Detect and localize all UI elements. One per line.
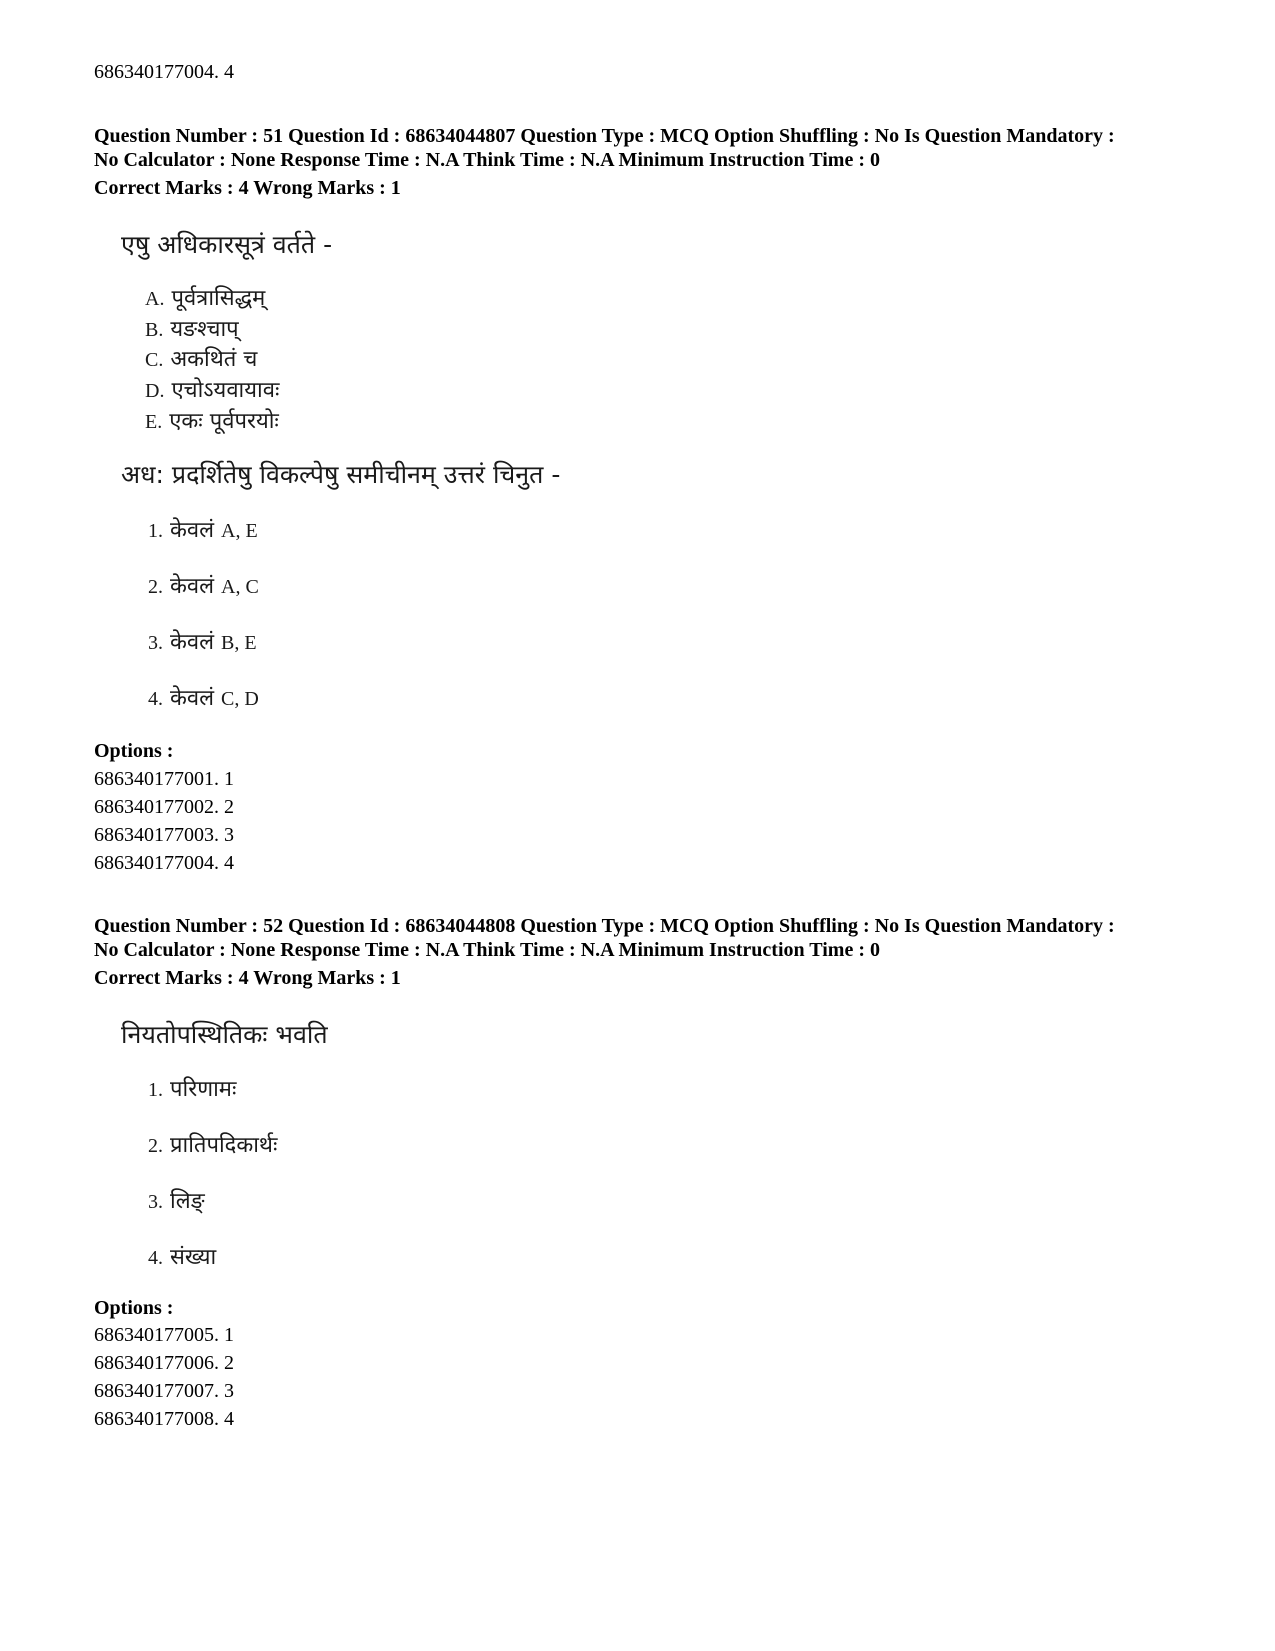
q51-item-d [145,377,279,405]
choice-text: परिणामः [170,1077,237,1102]
q51-choice-2 [148,573,259,601]
item-marker: A. [145,288,165,310]
q51-option-3: 686340177003. 3 [94,824,234,846]
carryover-option-line: 686340177004. 4 [94,61,234,83]
choice-marker: 1. [148,1079,163,1101]
q51-item-e [145,408,279,436]
q52-choice-4 [148,1244,216,1272]
q52-header-line1: Question Number : 52 Question Id : 68634044808 Question Type : MCQ Option Shuffling : No Is Question Mandatory : [94,915,1115,937]
q52-option-3: 686340177007. 3 [94,1380,234,1402]
choice-letters: C, D [221,688,259,710]
q51-stem: एषु अधिकारसूत्रं वर्तते - [121,230,333,259]
q52-choice-2 [148,1132,277,1160]
choice-text: केवलं [170,574,215,599]
q52-option-4: 686340177008. 4 [94,1408,234,1430]
choice-text: केवलं [170,518,215,543]
item-text: यङश्चाप् [170,317,239,342]
q51-item-a [145,285,265,313]
choice-marker: 3. [148,1191,163,1213]
q51-choice-4 [148,685,259,713]
item-text: अकथितं च [170,347,258,372]
q51-choice-3 [148,629,257,657]
q52-choice-1 [148,1076,236,1104]
q52-choice-3 [148,1188,205,1216]
choice-text: केवलं [170,686,215,711]
choice-text: केवलं [170,630,215,655]
item-marker: E. [145,411,163,433]
choice-marker: 4. [148,688,163,710]
q51-option-4: 686340177004. 4 [94,852,234,874]
item-marker: B. [145,319,164,341]
q51-header-line1: Question Number : 51 Question Id : 68634044807 Question Type : MCQ Option Shuffling : No Is Question Mandatory : [94,125,1115,147]
item-text: एचोऽयवायावः [171,378,280,403]
choice-letters: A, C [221,576,259,598]
q52-option-2: 686340177006. 2 [94,1352,234,1374]
item-marker: C. [145,349,164,371]
item-text: पूर्वत्रासिद्धम् [171,286,266,311]
q52-marks: Correct Marks : 4 Wrong Marks : 1 [94,967,401,989]
q52-stem: नियतोपस्थितिकः भवति [121,1020,328,1049]
q51-option-2: 686340177002. 2 [94,796,234,818]
choice-marker: 2. [148,1135,163,1157]
choice-letters: B, E [221,632,257,654]
choice-marker: 1. [148,520,163,542]
choice-marker: 2. [148,576,163,598]
q51-instruction: अध: प्रदर्शितेषु विकल्पेषु समीचीनम् उत्तरं चिनुत - [121,460,561,489]
item-text: एकः पूर्वपरयोः [169,409,279,434]
q52-options-label: Options : [94,1297,174,1319]
q51-header-line2: No Calculator : None Response Time : N.A Think Time : N.A Minimum Instruction Time : 0 [94,149,880,171]
choice-text: लिङ् [170,1189,205,1214]
q51-item-b [145,316,239,344]
choice-text: प्रातिपदिकार्थः [170,1133,278,1158]
q51-choice-1 [148,517,258,545]
q51-options-label: Options : [94,740,174,762]
q51-marks: Correct Marks : 4 Wrong Marks : 1 [94,177,401,199]
choice-text: संख्या [170,1245,217,1270]
choice-letters: A, E [221,520,258,542]
q52-option-1: 686340177005. 1 [94,1324,234,1346]
q51-item-c [145,346,257,374]
item-marker: D. [145,380,165,402]
q51-option-1: 686340177001. 1 [94,768,234,790]
choice-marker: 4. [148,1247,163,1269]
choice-marker: 3. [148,632,163,654]
q52-header-line2: No Calculator : None Response Time : N.A Think Time : N.A Minimum Instruction Time : 0 [94,939,880,961]
